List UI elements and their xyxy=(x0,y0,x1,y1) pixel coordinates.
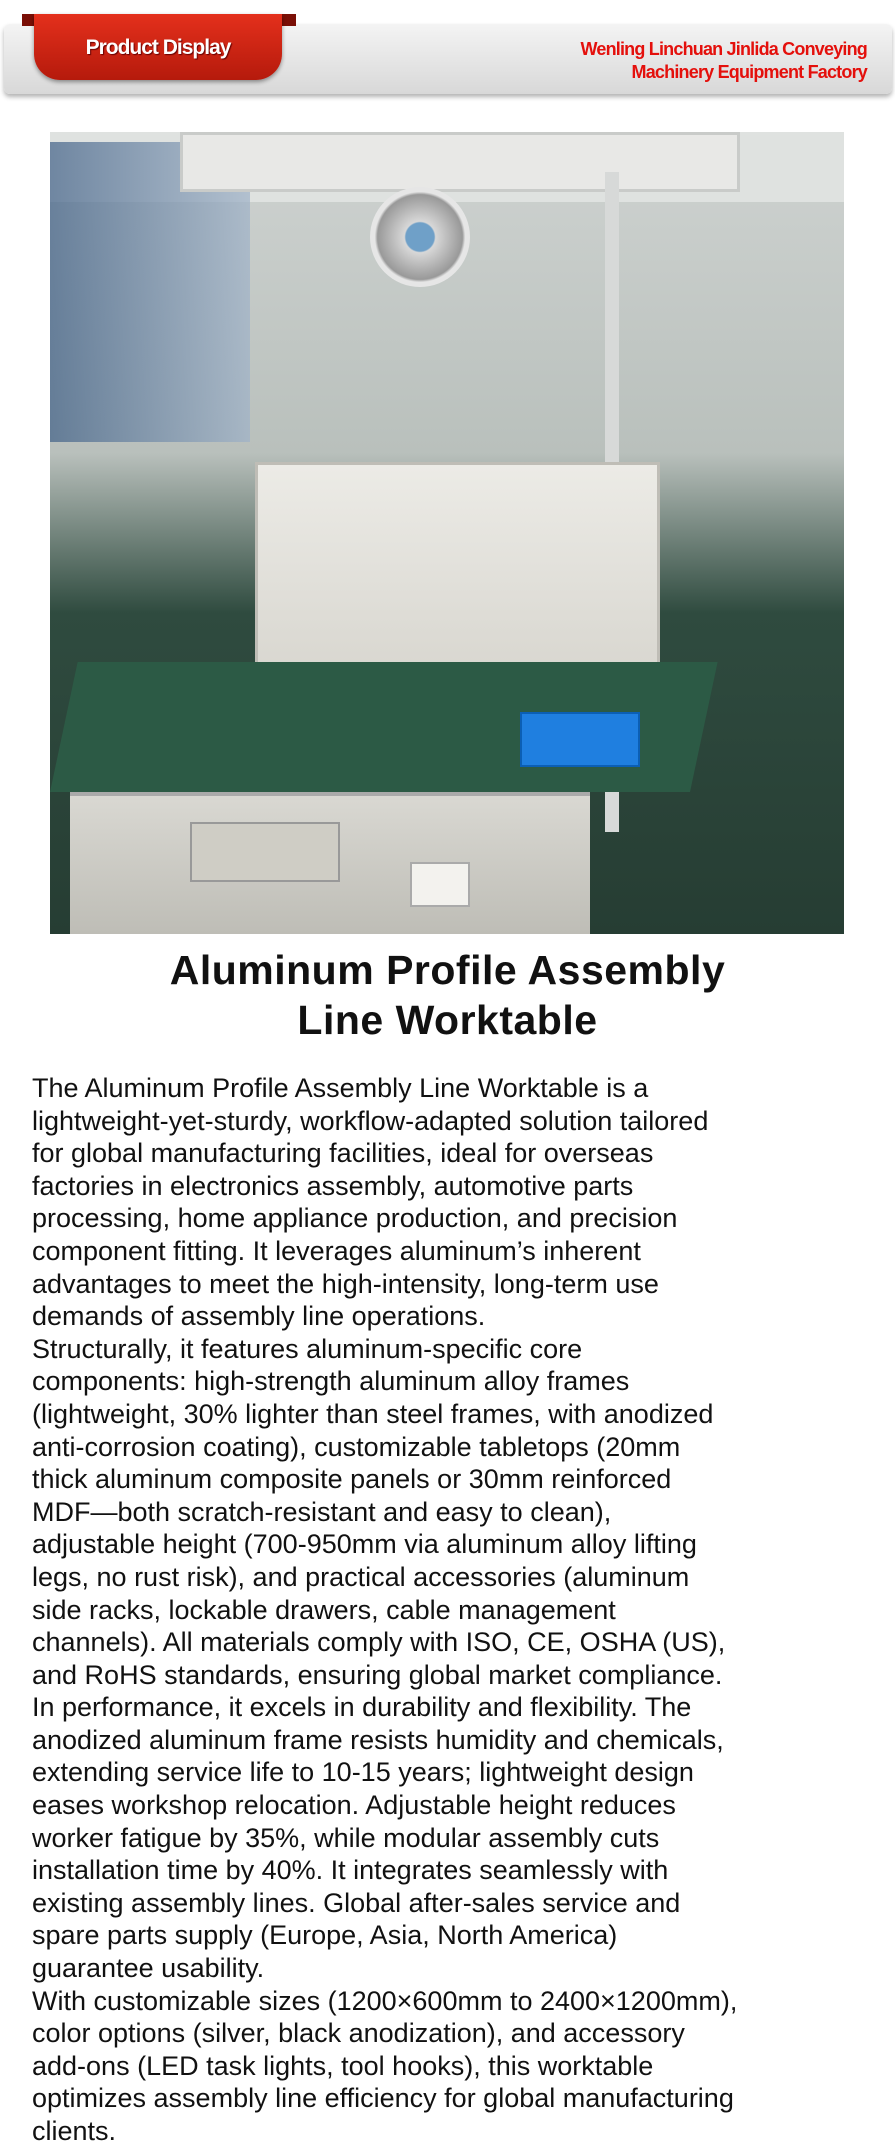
description-line: With customizable sizes (1200×600mm to 2400×1200mm), xyxy=(32,1985,738,2016)
product-display-label: Product Display xyxy=(85,36,231,59)
description-line: eases workshop relocation. Adjustable height reduces xyxy=(32,1790,676,1821)
product-photo xyxy=(50,132,844,934)
description-line: channels). All materials comply with ISO, CE, OSHA (US), xyxy=(32,1627,726,1658)
product-title-line1: Aluminum Profile Assembly xyxy=(169,947,726,993)
description-line: side racks, lockable drawers, cable management xyxy=(32,1594,616,1625)
company-name-line2: Machinery Equipment Factory xyxy=(631,62,867,82)
description-line: add-ons (LED task lights, tool hooks), this worktable xyxy=(32,2050,654,2081)
description-line: legs, no rust risk), and practical accessories (aluminum xyxy=(32,1561,690,1592)
description-line: anodized aluminum frame resists humidity and chemicals, xyxy=(32,1724,724,1755)
description-line: The Aluminum Profile Assembly Line Worktable is a xyxy=(32,1073,649,1103)
description-line: component fitting. It leverages aluminum’s inherent xyxy=(32,1235,641,1266)
company-name-line1: Wenling Linchuan Jinlida Conveying xyxy=(580,39,867,59)
overhead-frame xyxy=(180,132,740,192)
description-line: for global manufacturing facilities, ideal for overseas xyxy=(32,1138,654,1169)
drawer xyxy=(190,822,340,882)
description-line: installation time by 40%. It integrates seamlessly with xyxy=(32,1855,669,1886)
description-line: anti-corrosion coating), customizable tabletops (20mm xyxy=(32,1431,681,1462)
description-line: advantages to meet the high-intensity, long-term use xyxy=(32,1268,659,1299)
description-line: processing, home appliance production, and precision xyxy=(32,1203,678,1234)
company-name xyxy=(581,38,868,84)
description-line: demands of assembly line operations. xyxy=(32,1301,486,1332)
description-line: clients. xyxy=(32,2116,117,2146)
description-line: thick aluminum composite panels or 30mm reinforced xyxy=(32,1464,672,1495)
description-line: and RoHS standards, ensuring global market compliance. xyxy=(32,1659,723,1690)
description-line: adjustable height (700-950mm via aluminum alloy lifting xyxy=(32,1529,697,1560)
description-line: color options (silver, black anodization), and accessory xyxy=(32,2018,685,2049)
description-line: spare parts supply (Europe, Asia, North America) xyxy=(32,1920,618,1951)
product-description xyxy=(32,1072,737,2148)
description-line: Structurally, it features aluminum-specific core xyxy=(32,1333,583,1364)
description-line: factories in electronics assembly, automotive parts xyxy=(32,1170,634,1201)
description-line: existing assembly lines. Global after-sales service and xyxy=(32,1887,681,1918)
description-line: MDF—both scratch-resistant and easy to clean), xyxy=(32,1496,612,1527)
description-line: components: high-strength aluminum alloy frames xyxy=(32,1366,630,1397)
description-line: (lightweight, 30% lighter than steel frames, with anodized xyxy=(32,1398,714,1429)
product-title xyxy=(0,945,895,1045)
description-line: optimizes assembly line efficiency for global manufacturing xyxy=(32,2083,734,2114)
description-line: lightweight-yet-sturdy, workflow-adapted solution tailored xyxy=(32,1105,709,1136)
description-line: guarantee usability. xyxy=(32,1953,265,1984)
description-line: worker fatigue by 35%, while modular assembly cuts xyxy=(32,1822,660,1853)
blue-parts-box xyxy=(520,712,640,767)
fan xyxy=(370,187,470,287)
product-title-line2: Line Worktable xyxy=(297,997,598,1043)
description-line: In performance, it excels in durability and flexibility. The xyxy=(32,1692,692,1723)
power-socket xyxy=(410,862,470,907)
description-line: extending service life to 10-15 years; lightweight design xyxy=(32,1757,694,1788)
